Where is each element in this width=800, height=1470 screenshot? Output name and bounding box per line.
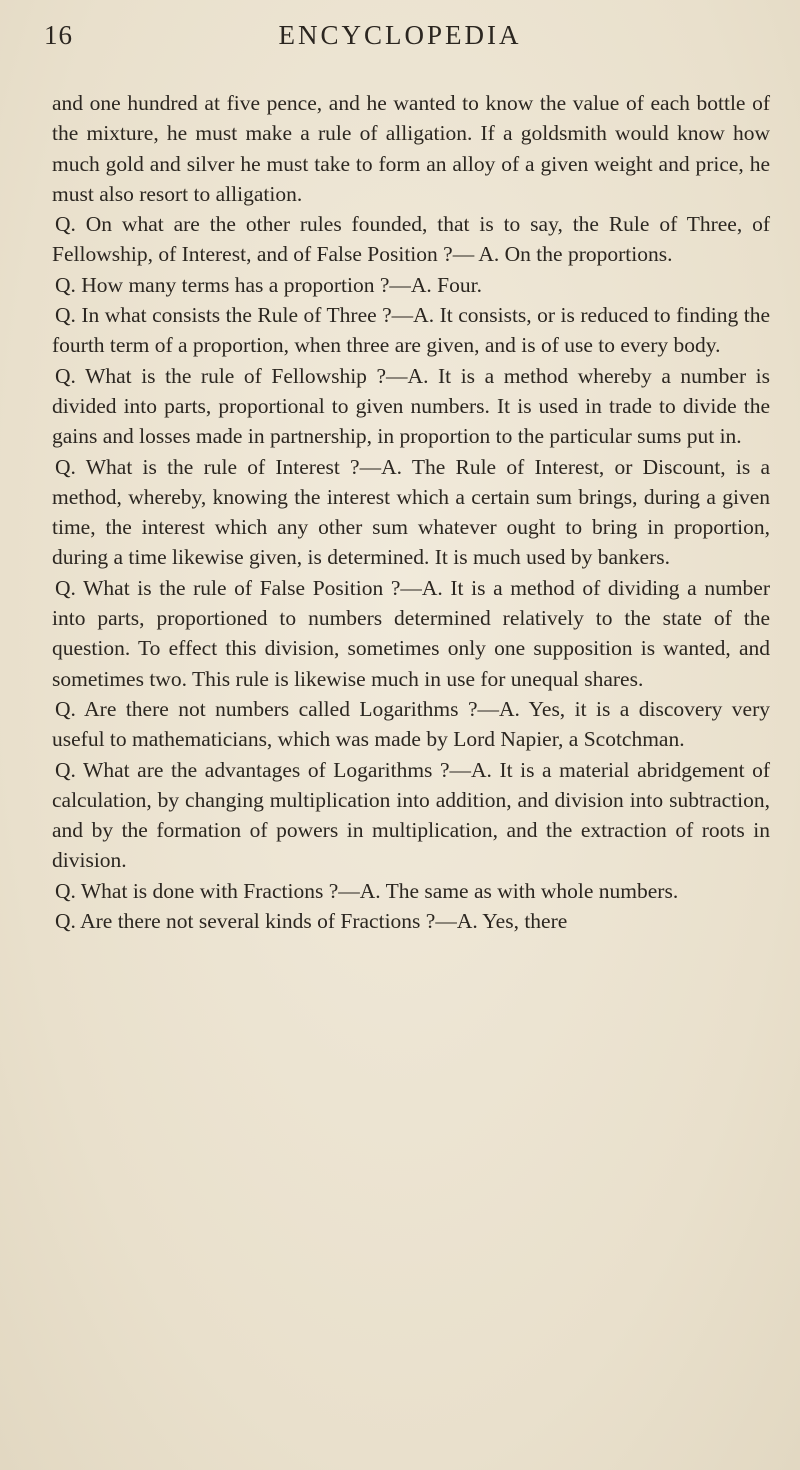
paragraph-other-rules: Q. On what are the other rules founded, that is to say, the Rule of Three, of Fellowship, of Interest, and of False Position ?— A. On the proportions. [52,212,770,267]
paragraph-interest: Q. What is the rule of Interest ?—A. The Rule of Interest, or Discount, is a method, whereby, knowing the interest which a certain sum brings, during a given time, the interest which any other sum whatever ought to bring in proportion, during a time likewise given, is determined. It is much used by bankers. [52,454,770,570]
body-text [52,88,770,936]
page-number: 16 [44,20,73,50]
paragraph-proportion-terms: Q. How many terms has a proportion ?—A. Four. [55,272,482,297]
paragraph-fractions: Q. What is done with Fractions ?—A. The same as with whole numbers. [55,878,679,903]
paragraph-fellowship: Q. What is the rule of Fellowship ?—A. It is a method whereby a number is divided into parts, proportional to given numbers. It is used in trade to divide the gains and losses made in partnership, in proportion to the particular sums put in. [52,363,770,449]
paragraph-alligation-continued: and one hundred at five pence, and he wanted to know the value of each bottle of the mixture, he must make a rule of alligation. If a goldsmith would know how much gold and silver he must take to form an alloy of a given weight and price, he must also resort to alligation. [52,91,770,206]
paragraph-false-position: Q. What is the rule of False Position ?—A. It is a method of dividing a number into parts, proportioned to numbers determined relatively to the state of the question. To effect this division, sometimes only one supposition is wanted, and sometimes two. This rule is likewise much in use for unequal shares. [52,575,770,691]
paragraph-fraction-kinds: Q. Are there not several kinds of Fractions ?—A. Yes, there [55,909,568,934]
paragraph-logarithm-advantages: Q. What are the advantages of Logarithms ?—A. It is a material abridgement of calculation, by changing multiplication into addition, and division into subtraction, and by the formation of powers in multiplication, and the extraction of roots in division. [52,757,770,873]
paragraph-rule-of-three: Q. In what consists the Rule of Three ?—A. It consists, or is reduced to finding the fourth term of a proportion, when three are given, and is of use to every body. [52,303,770,358]
running-head [44,14,756,64]
paragraph-logarithms: Q. Are there not numbers called Logarithms ?—A. Yes, it is a discovery very useful to mathematicians, which was made by Lord Napier, a Scotchman. [52,696,770,752]
running-title: ENCYCLOPEDIA [278,20,522,50]
